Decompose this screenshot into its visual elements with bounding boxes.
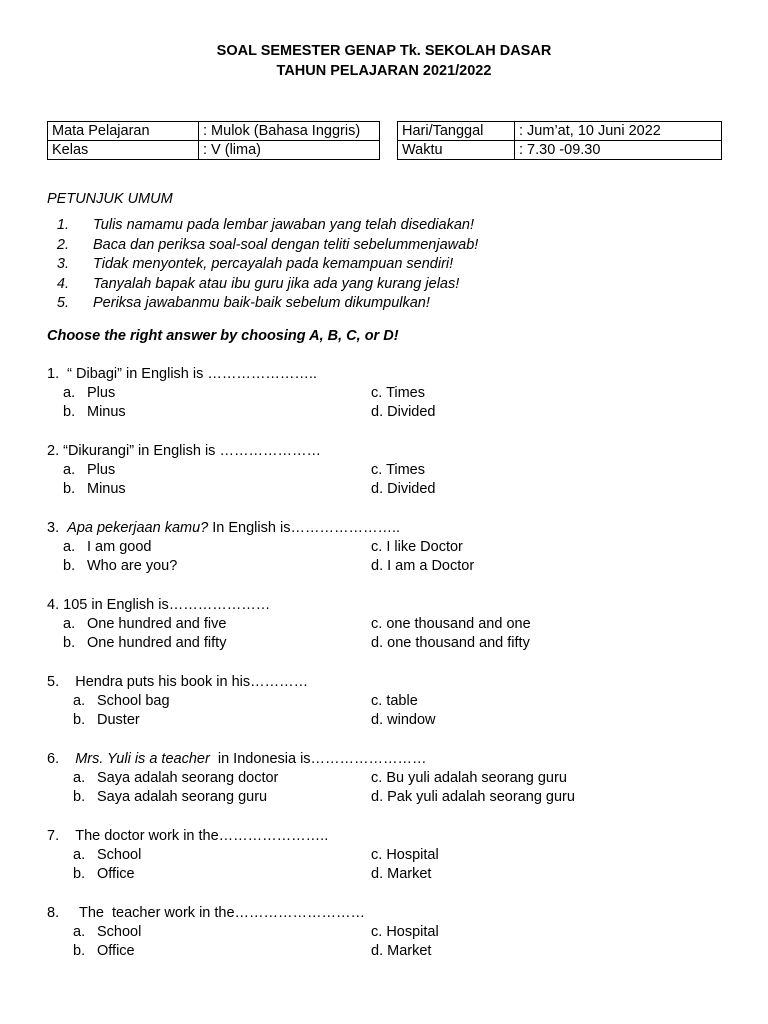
question-stem-text: The teacher work in the……………………… [75,905,366,921]
option-a[interactable] [63,615,226,634]
option-d[interactable] [371,403,435,422]
question-3 [47,519,727,577]
question-stem-text: The doctor work in the………………….. [75,828,329,844]
option-text: I am a Doctor [387,558,475,575]
option-a[interactable] [73,923,141,942]
question-number: 5. [47,674,60,690]
list-item [47,255,478,275]
option-letter: a. [73,770,86,786]
question-stem [47,442,727,461]
list-item [47,216,478,236]
question-7 [47,827,727,885]
option-letter: c. [371,770,383,786]
options-row [47,788,727,807]
info-value: : Mulok (Bahasa Inggris) [199,122,380,141]
question-1 [47,365,727,423]
options-row [47,923,727,942]
question-stem-text: Hendra puts his book in his………… [75,674,309,690]
option-text: Pak yuli adalah seorang guru [387,789,575,806]
option-text: Times [386,385,425,401]
list-item [47,236,478,256]
option-text: one thousand and fifty [387,635,530,652]
question-stem-text: “ Dibagi” in English is ………………….. [67,366,317,382]
option-letter: d. [371,635,384,652]
info-value: : V (lima) [199,141,380,160]
option-c[interactable] [371,384,425,403]
question-stem [47,673,727,692]
list-text: Tidak menyontek, percayalah pada kemampuan sendiri! [93,256,454,272]
option-letter: c. [371,616,383,632]
option-d[interactable] [371,557,474,576]
option-c[interactable] [371,615,531,634]
list-text: Tulis namamu pada lembar jawaban yang telah disediakan! [93,217,474,233]
exam-title: SOAL SEMESTER GENAP Tk. SEKOLAH DASAR [216,43,552,59]
info-key: Kelas [48,141,199,160]
options-row [47,461,727,480]
option-letter: c. [371,693,383,709]
info-row [48,122,380,141]
option-c[interactable] [371,846,439,865]
options-row [47,769,727,788]
option-letter: c. [371,462,383,478]
list-item [47,275,478,295]
option-text: Market [387,866,432,883]
list-number: 3. [56,256,69,272]
options-row [47,557,727,576]
option-text: Saya adalah seorang doctor [97,770,279,786]
question-6 [47,750,727,808]
info-key: Waktu [398,141,515,160]
info-value: : 7.30 -09.30 [515,141,722,160]
option-d[interactable] [371,634,530,653]
option-letter: b. [63,635,76,652]
list-item [47,294,478,314]
option-b[interactable] [63,403,126,422]
exam-subtitle: TAHUN PELAJARAN 2021/2022 [276,63,492,79]
options-row [47,846,727,865]
option-letter: d. [371,789,384,806]
options-row [47,692,727,711]
list-text: Periksa jawabanmu baik-baik sebelum dikumpulkan! [93,295,430,311]
option-text: I am good [87,539,152,555]
option-b[interactable] [73,865,135,884]
option-text: one thousand and one [386,616,531,632]
option-letter: a. [63,462,76,478]
question-stem-text: In English is………………….. [208,520,400,536]
option-letter: a. [63,616,76,632]
question-8 [47,904,727,962]
option-letter: c. [371,924,383,940]
option-letter: d. [371,404,384,421]
info-row [398,141,722,160]
option-d[interactable] [371,865,431,884]
option-text: School [97,924,142,940]
options-row [47,634,727,653]
list-number: 5. [56,295,69,311]
question-stem-text: 105 in English is………………… [63,597,271,613]
option-letter: d. [371,558,384,575]
option-text: One hundred and fifty [87,635,227,652]
option-letter: b. [73,943,86,960]
answer-instruction: Choose the right answer by choosing A, B, C, or D! [47,328,399,344]
option-letter: c. [371,385,383,401]
options-row [47,615,727,634]
question-stem [47,519,727,538]
option-text: Minus [87,481,126,498]
option-letter: b. [73,712,86,729]
question-2 [47,442,727,500]
option-b[interactable] [63,480,126,499]
option-letter: d. [371,712,384,729]
info-key: Hari/Tanggal [398,122,515,141]
option-text: Minus [87,404,126,421]
question-number: 3. [47,520,60,536]
option-c[interactable] [371,538,463,557]
option-d[interactable] [371,480,435,499]
question-stem-text: in Indonesia is…………………… [209,751,427,767]
options-row [47,480,727,499]
option-a[interactable] [73,692,170,711]
option-b[interactable] [63,557,177,576]
option-letter: b. [63,558,76,575]
option-letter: a. [63,385,76,401]
option-d[interactable] [371,711,435,730]
list-text: Tanyalah bapak atau ibu guru jika ada yang kurang jelas! [93,275,460,292]
option-c[interactable] [371,769,567,788]
option-d[interactable] [371,942,431,961]
option-a[interactable] [63,461,115,480]
options-row [47,865,727,884]
option-c[interactable] [371,923,439,942]
question-number: 6. [47,751,60,767]
option-b[interactable] [73,942,135,961]
info-key: Mata Pelajaran [48,122,199,141]
option-text: One hundred and five [87,616,227,632]
option-text: table [386,693,418,709]
option-c[interactable] [371,461,425,480]
option-a[interactable] [73,846,141,865]
info-row [48,141,380,160]
option-letter: b. [73,866,86,883]
options-row [47,384,727,403]
info-table-left [47,121,380,160]
question-5 [47,673,727,731]
option-a[interactable] [63,538,152,557]
options-row [47,538,727,557]
option-letter: a. [63,539,76,555]
option-text: School bag [97,693,170,709]
question-stem [47,596,727,615]
info-value: : Jum’at, 10 Juni 2022 [515,122,722,141]
option-a[interactable] [63,384,115,403]
question-stem-italic: Apa pekerjaan kamu? [67,520,209,536]
option-text: Hospital [386,924,439,940]
question-stem [47,827,727,846]
question-stem [47,750,727,769]
list-number: 4. [56,275,69,292]
option-text: Office [97,866,135,883]
info-table-right [397,121,722,160]
option-text: School [97,847,142,863]
question-number: 4. [47,597,60,613]
option-letter: d. [371,481,384,498]
question-stem-italic: Mrs. Yuli is a teacher [75,751,210,767]
question-number: 1. [47,366,60,382]
option-text: window [387,712,436,729]
list-number: 2. [56,236,69,253]
option-text: Plus [87,462,116,478]
option-letter: d. [371,866,384,883]
option-text: Market [387,943,432,960]
option-c[interactable] [371,692,418,711]
info-row [398,122,722,141]
option-b[interactable] [73,788,267,807]
options-row [47,942,727,961]
question-stem [47,365,727,384]
option-letter: b. [73,789,86,806]
option-letter: c. [371,847,383,863]
list-text: Baca dan periksa soal-soal dengan teliti sebelummenjawab! [93,236,479,253]
question-number: 2. [47,443,60,459]
list-number: 1. [56,217,69,233]
option-text: Hospital [386,847,439,863]
question-stem [47,904,727,923]
option-letter: d. [371,943,384,960]
option-text: Duster [97,712,140,729]
option-text: Bu yuli adalah seorang guru [386,770,567,786]
options-row [47,711,727,730]
option-letter: a. [73,693,86,709]
option-letter: b. [63,481,76,498]
option-text: I like Doctor [386,539,463,555]
question-number: 8. [47,905,60,921]
option-text: Divided [387,481,436,498]
options-row [47,403,727,422]
question-stem-text: “Dikurangi” in English is ………………… [63,443,321,459]
option-text: Times [386,462,425,478]
option-letter: a. [73,924,86,940]
option-text: Who are you? [87,558,178,575]
question-number: 7. [47,828,60,844]
general-instructions-list [47,216,478,314]
option-text: Divided [387,404,436,421]
option-b[interactable] [63,634,226,653]
option-text: Plus [87,385,116,401]
option-d[interactable] [371,788,575,807]
option-text: Office [97,943,135,960]
general-instructions-heading: PETUNJUK UMUM [47,191,173,207]
option-letter: a. [73,847,86,863]
option-letter: b. [63,404,76,421]
option-a[interactable] [73,769,278,788]
option-letter: c. [371,539,383,555]
option-b[interactable] [73,711,140,730]
question-4 [47,596,727,654]
option-text: Saya adalah seorang guru [97,789,268,806]
